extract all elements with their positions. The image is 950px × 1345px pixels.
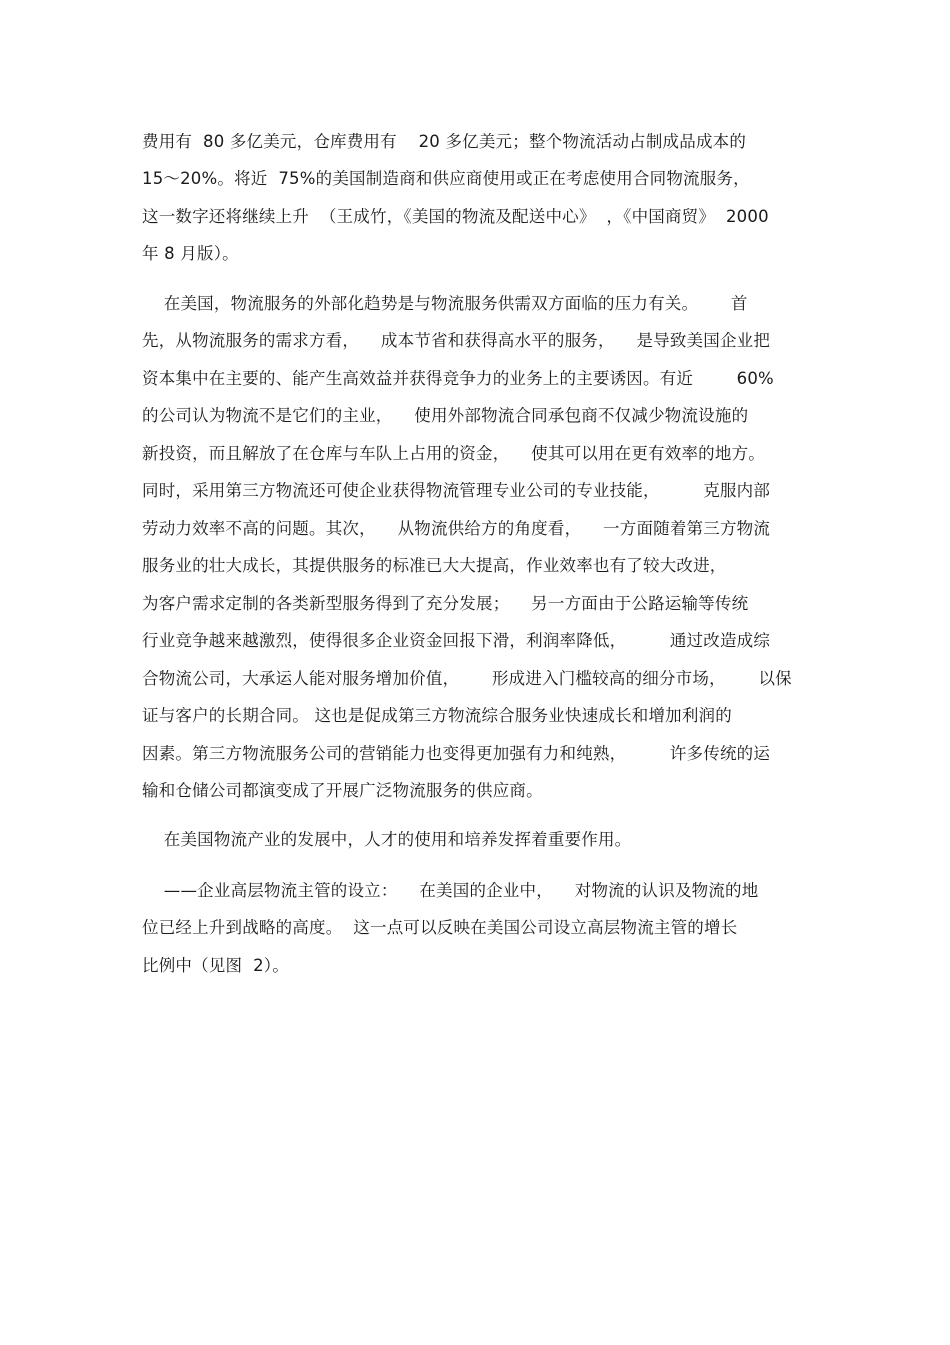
- text-line: 劳动力效率不高的问题。其次， 从物流供给方的角度看， 一方面随着第三方物流: [142, 519, 771, 538]
- text-line: 位已经上升到战略的高度。 这一点可以反映在美国公司设立高层物流主管的增长: [142, 918, 738, 937]
- text-line: 输和仓储公司都演变成了开展广泛物流服务的供应商。: [142, 781, 543, 800]
- text-line: 在美国，物流服务的外部化趋势是与物流服务供需双方面临的压力有关。 首: [142, 294, 748, 313]
- text-line: 年 8 月版）。: [142, 244, 239, 263]
- text-line: 15～20%。将近 75%的美国制造商和供应商使用或正在考虑使用合同物流服务，: [142, 169, 750, 188]
- text-line: 同时，采用第三方物流还可使企业获得物流管理专业公司的专业技能， 克服内部: [142, 481, 771, 500]
- text-line: 服务业的壮大成长，其提供服务的标准已大大提高，作业效率也有了较大改进，: [142, 556, 727, 575]
- text-line: 因素。第三方物流服务公司的营销能力也变得更加强有力和纯熟， 许多传统的运: [142, 744, 771, 763]
- text-line: 先，从物流服务的需求方看， 成本节省和获得高水平的服务， 是导致美国企业把: [142, 331, 771, 350]
- text-line: 行业竞争越来越激烈，使得很多企业资金回报下滑，利润率降低， 通过改造成综: [142, 631, 771, 650]
- text-line: 这一数字还将继续上升 （王成竹，《美国的物流及配送中心》 ，《中国商贸》 2000: [142, 207, 769, 226]
- text-line: ——企业高层物流主管的设立： 在美国的企业中， 对物流的认识及物流的地: [142, 881, 759, 900]
- text-line: 的公司认为物流不是它们的主业， 使用外部物流合同承包商不仅减少物流设施的: [142, 406, 749, 425]
- text-line: 费用有 80 多亿美元，仓库费用有 20 多亿美元；整个物流活动占制成品成本的: [142, 132, 747, 151]
- text-line: 资本集中在主要的、能产生高效益并获得竞争力的业务上的主要诱因。有近 60%: [142, 369, 774, 388]
- text-line: 在美国物流产业的发展中，人才的使用和培养发挥着重要作用。: [142, 830, 632, 849]
- text-line: 合物流公司，大承运人能对服务增加价值， 形成进入门槛较高的细分市场， 以保: [142, 669, 792, 688]
- text-line: 为客户需求定制的各类新型服务得到了充分发展； 另一方面由于公路运输等传统: [142, 594, 749, 613]
- text-line: 比例中（见图 2）。: [142, 956, 289, 975]
- text-line: 新投资，而且解放了在仓库与车队上占用的资金， 使其可以用在更有效率的地方。: [142, 444, 765, 463]
- text-line: 证与客户的长期合同。 这也是促成第三方物流综合服务业快速成长和增加利润的: [142, 706, 732, 725]
